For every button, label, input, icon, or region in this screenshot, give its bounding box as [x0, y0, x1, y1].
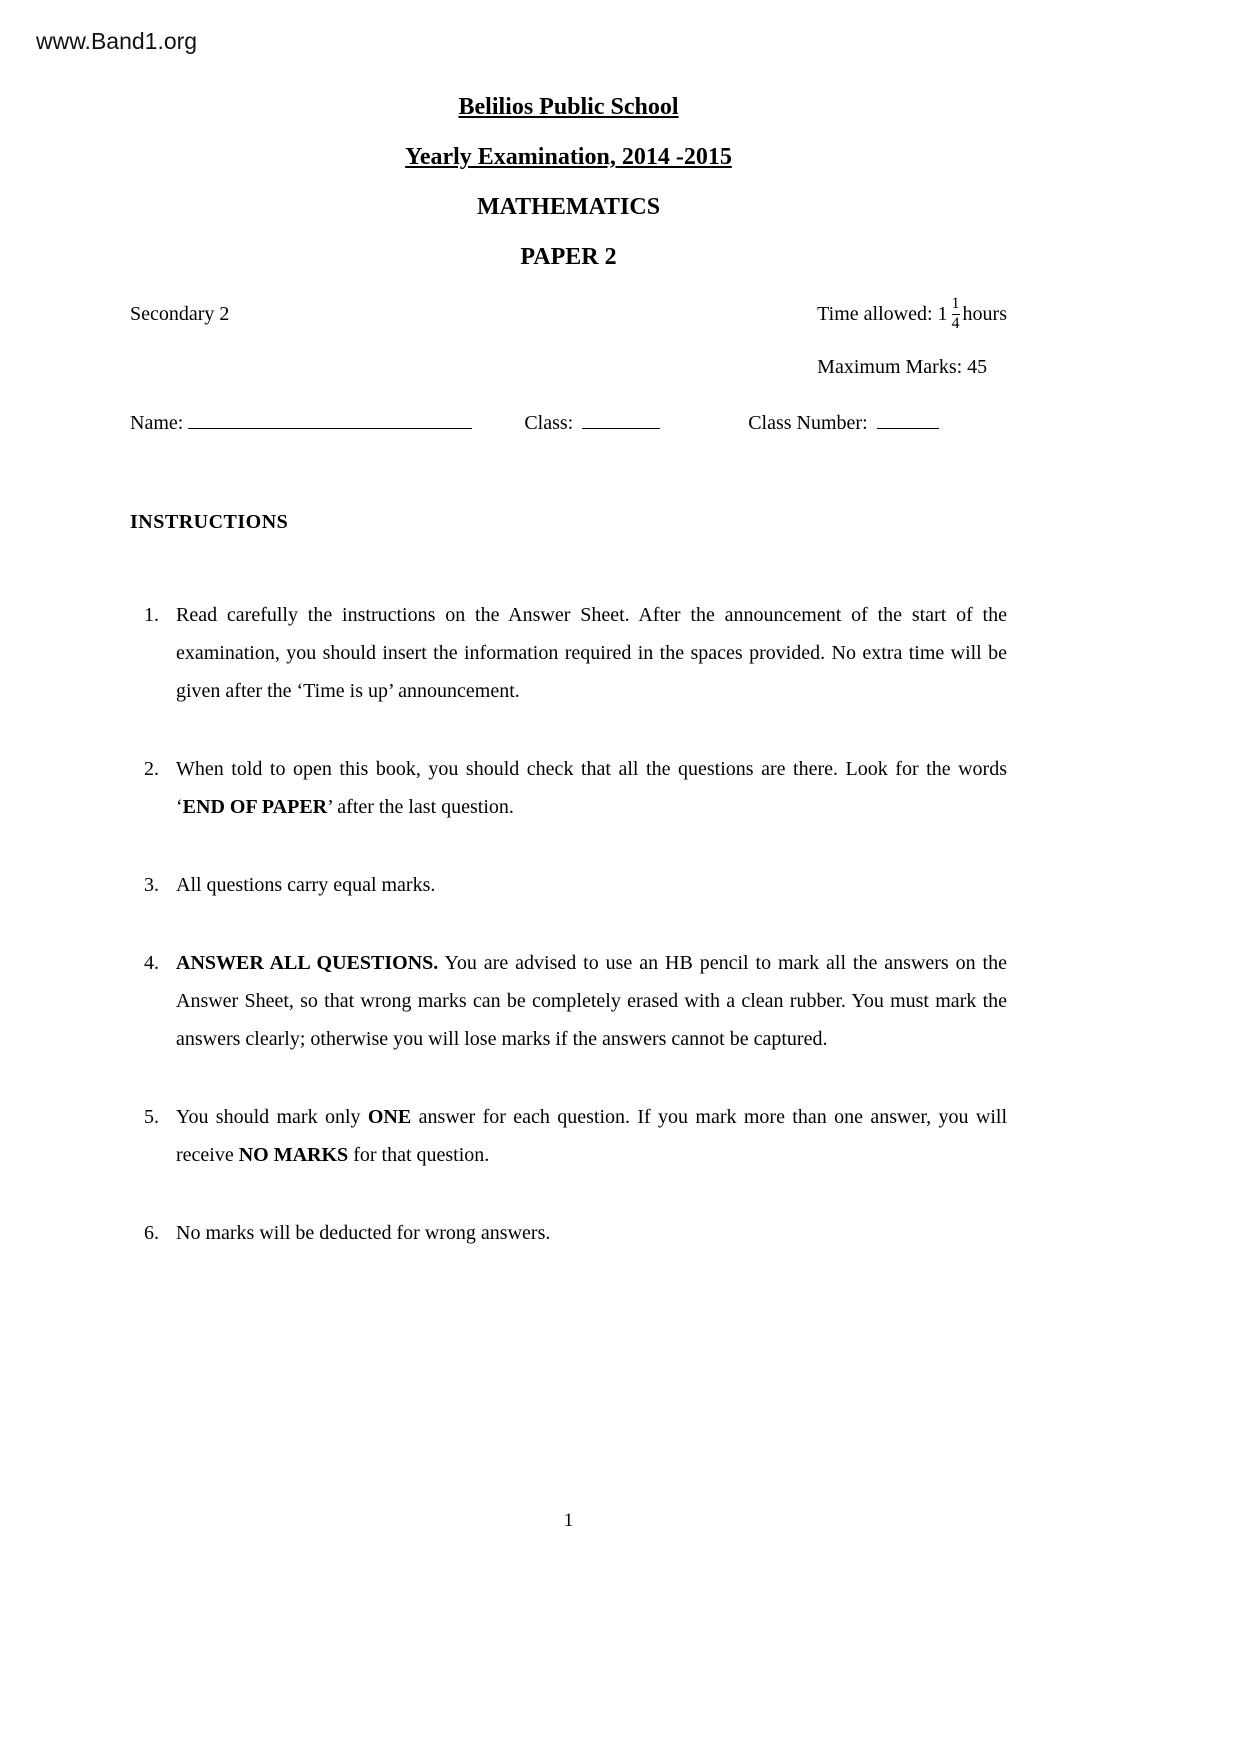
- instruction-item-5: [130, 1098, 1007, 1174]
- instruction-text: ANSWER ALL QUESTIONS. You are advised to use an HB pencil to mark all the answers on the Answer Sheet, so that wrong marks can be completely erased with a clean rubber. You must mark the answers clearly; otherwise you will lose marks if the answers cannot be captured.: [176, 952, 1007, 1050]
- time-allowed: [817, 292, 1007, 336]
- instruction-number: 4.: [144, 952, 159, 974]
- instruction-item-6: [130, 1214, 1007, 1252]
- secondary-level: Secondary 2: [130, 303, 230, 325]
- class-number-label: Class Number:: [748, 412, 868, 434]
- time-allowed-suffix: hours: [962, 302, 1007, 325]
- maximum-marks: Maximum Marks: 45: [817, 356, 988, 378]
- paper-title: PAPER 2: [520, 244, 617, 270]
- class-blank-line: [582, 407, 660, 429]
- title-block: [130, 92, 1007, 272]
- instruction-number: 5.: [144, 1106, 159, 1128]
- instruction-number: 2.: [144, 758, 159, 780]
- class-label: Class:: [524, 412, 574, 434]
- fraction-denominator: 4: [951, 314, 960, 332]
- subject-title: MATHEMATICS: [476, 194, 661, 220]
- instruction-text: You should mark only ONE answer for each question. If you mark more than one answer, you will receive NO MARKS for that question.: [176, 1106, 1008, 1166]
- fraction-numerator: 1: [951, 295, 960, 313]
- instruction-text: Read carefully the instructions on the Answer Sheet. After the announcement of the start of the examination, you should insert the information required in the spaces provided. No extra time will be given after the ‘Time is up’ announcement.: [176, 604, 1007, 702]
- instruction-item-4: [130, 944, 1007, 1058]
- instruction-item-3: [130, 866, 1007, 904]
- school-name: Belilios Public School: [458, 94, 679, 120]
- instructions-list: [130, 596, 1007, 1252]
- student-info-row: [130, 407, 1007, 437]
- instruction-number: 3.: [144, 874, 159, 896]
- page-number: 1: [563, 1510, 574, 1531]
- class-number-blank-line: [877, 407, 939, 429]
- instruction-item-2: [130, 750, 1007, 826]
- name-blank-line: [188, 407, 472, 429]
- instruction-number: 6.: [144, 1222, 159, 1244]
- instruction-text: When told to open this book, you should check that all the questions are there. Look for the words ‘END OF PAPER’ after the last question.: [176, 758, 1007, 818]
- meta-right-block: [817, 292, 1007, 381]
- instruction-number: 1.: [144, 604, 159, 626]
- instruction-item-1: [130, 596, 1007, 710]
- instructions-heading: INSTRUCTIONS: [130, 511, 289, 533]
- meta-row: [130, 292, 1007, 381]
- watermark-text: www.Band1.org: [36, 28, 198, 54]
- instruction-text: No marks will be deducted for wrong answers.: [176, 1222, 551, 1244]
- name-label: Name:: [130, 412, 184, 434]
- time-allowed-prefix: Time allowed: 1: [817, 302, 948, 325]
- instruction-text: All questions carry equal marks.: [176, 874, 436, 896]
- fraction-one-quarter: [952, 295, 960, 333]
- exam-title: Yearly Examination, 2014 -2015: [405, 144, 732, 170]
